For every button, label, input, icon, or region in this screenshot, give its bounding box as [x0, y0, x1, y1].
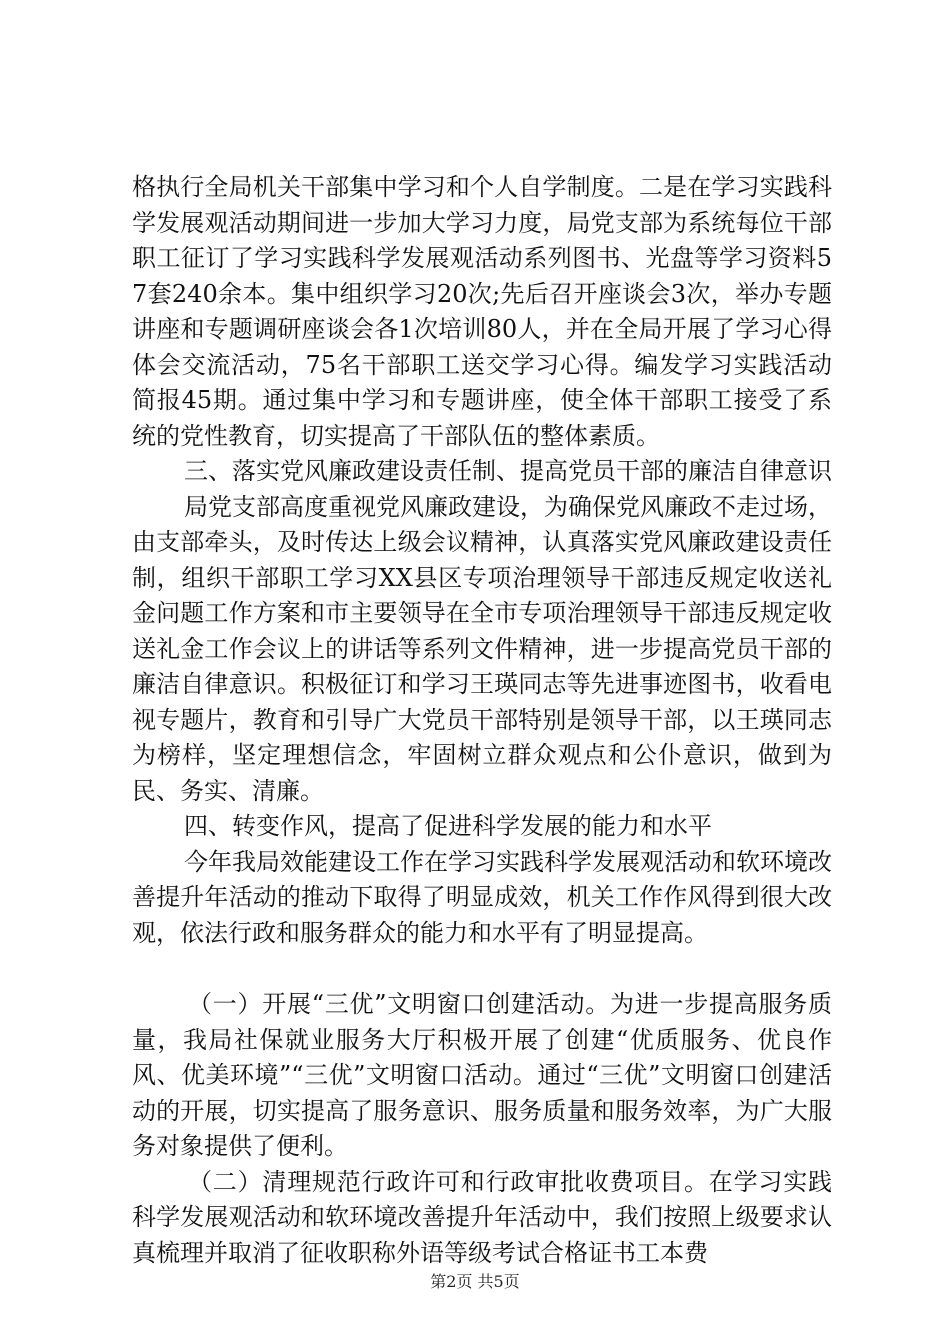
document-body: [132, 170, 832, 1271]
paragraph-efficiency: 今年我局效能建设工作在学习实践科学发展观活动和软环境改善提升年活动的推动下取得了明显成效，机关工作作风得到很大改观，依法行政和服务群众的能力和水平有了明显提高。: [132, 847, 832, 947]
paragraph-civilized-window: （一）开展“三优”文明窗口创建活动。为进一步提高服务质量，我局社保就业服务大厅积极开展了创建“优质服务、优良作风、优美环境”“三优”文明窗口活动。通过“三优”文明窗口创建活动的开展，切实提高了服务意识、服务质量和服务效率，为广大服务对象提供了便利。: [132, 990, 832, 1160]
heading-section-three: 三、落实党风廉政建设责任制、提高党员干部的廉洁自律意识: [184, 457, 832, 485]
heading-section-four: 四、转变作风，提高了促进科学发展的能力和水平: [184, 812, 712, 840]
paragraph-gap: [132, 951, 832, 987]
paragraph-administrative-fees: （二）清理规范行政许可和行政审批收费项目。在学习实践科学发展观活动和软环境改善提升年活动中，我们按照上级要求认真梳理并取消了征收职称外语等级考试合格证书工本费: [132, 1167, 832, 1267]
paragraph-study-system: 格执行全局机关干部集中学习和个人自学制度。二是在学习实践科学发展观活动期间进一步加大学习力度，局党支部为系统每位干部职工征订了学习实践科学发展观活动系列图书、光盘等学习资料57套240余本。集中组织学习20次;先后召开座谈会3次，举办专题讲座和专题调研座谈会各1次培训80人，并在全局开展了学习心得体会交流活动，75名干部职工送交学习心得。编发学习实践活动简报45期。通过集中学习和专题讲座，使全体干部职工接受了系统的党性教育，切实提高了干部队伍的整体素质。: [132, 173, 832, 450]
page-number-footer: 第2页 共5页: [430, 1272, 520, 1291]
paragraph-anti-corruption: 局党支部高度重视党风廉政建设，为确保党风廉政不走过场，由支部牵头，及时传达上级会议精神，认真落实党风廉政建设责任制，组织干部职工学习XX县区专项治理领导干部违反规定收送礼金问题工作方案和市主要领导在全市专项治理领导干部违反规定收送礼金工作会议上的讲话等系列文件精神，进一步提高党员干部的廉洁自律意识。积极征订和学习王瑛同志等先进事迹图书，收看电视专题片，教育和引导广大党员干部特别是领导干部，以王瑛同志为榜样，坚定理想信念，牢固树立群众观点和公仆意识，做到为民、务实、清廉。: [132, 492, 832, 805]
